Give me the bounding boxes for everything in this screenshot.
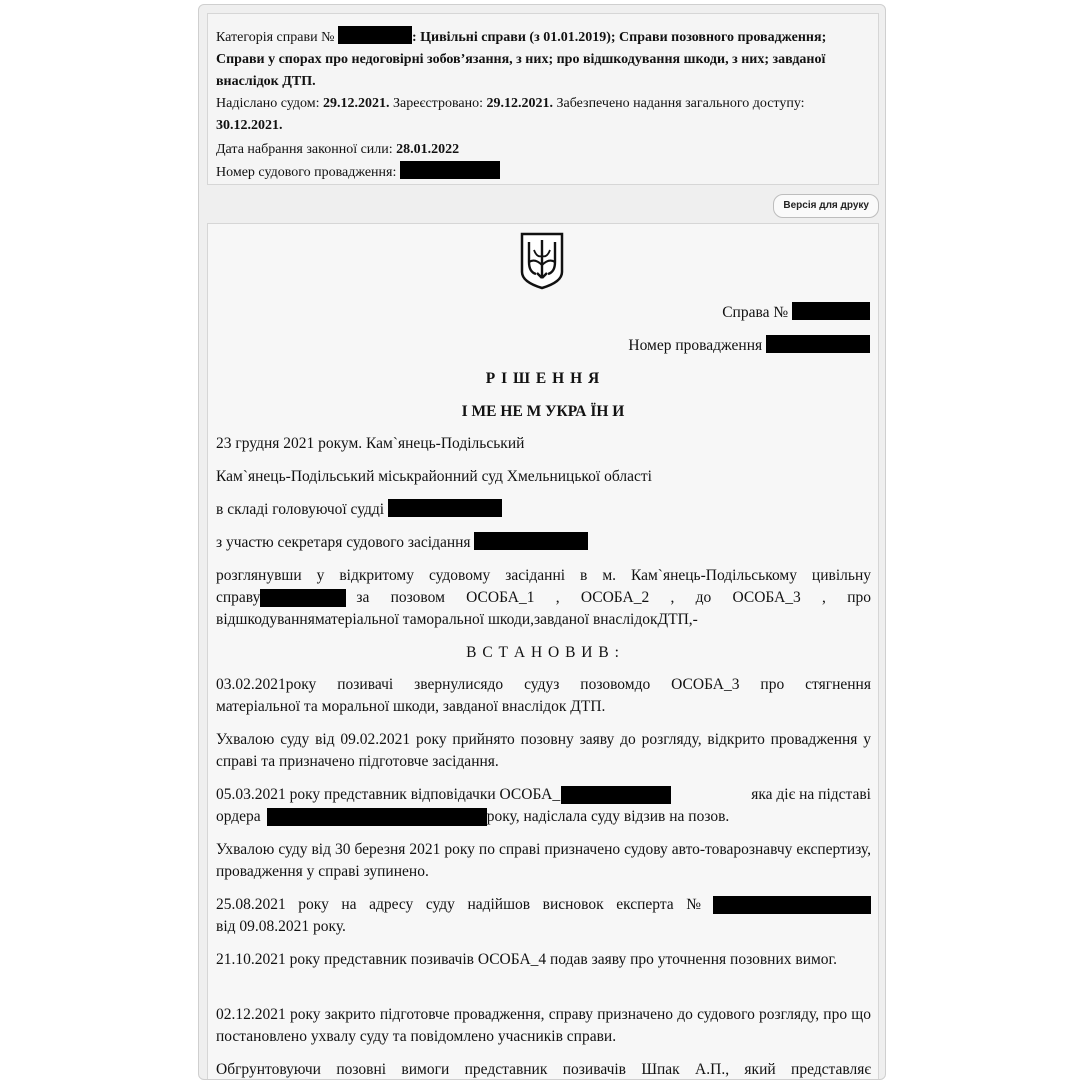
judge-label: в складі головуючої судді <box>216 501 385 518</box>
secretary-line <box>216 532 871 554</box>
decision-document <box>207 223 879 1080</box>
paragraph-5-line-2: від 09.08.2021 року. <box>216 918 346 935</box>
redacted-secretary-name <box>474 532 588 550</box>
judge-line <box>216 499 871 521</box>
access-label: Забезпечено надання загального доступу: <box>556 96 805 111</box>
redacted-case-number <box>792 302 870 320</box>
considered-line-1: розглянувши у відкритому судовому засіданні в м. Кам`янець-Подільському цивільну <box>216 567 871 584</box>
redacted-judge-name <box>388 499 502 517</box>
paragraph-8: Обгрунтовуючи позовні вимоги представник позивачів Шпак А.П., який представляє <box>216 1061 871 1078</box>
category-line <box>216 26 868 93</box>
redacted-order-number <box>267 808 487 826</box>
paragraph-3-line-1 <box>216 784 871 806</box>
secretary-label: з участю секретаря судового засідання <box>216 534 471 551</box>
case-number-line <box>722 302 870 324</box>
category-label: Категорія справи № <box>216 30 335 45</box>
sent-date: 29.12.2021. <box>323 96 390 111</box>
dates-line <box>216 93 868 137</box>
considered-case-label: справу <box>216 589 261 606</box>
registered-date: 29.12.2021. <box>486 96 553 111</box>
paragraph-5-line-1 <box>216 894 871 916</box>
p3-text-c: року, надіслала суду відзив на позов. <box>486 808 730 825</box>
redacted-proceeding-number <box>766 335 870 353</box>
considered-parties: за позовом ОСОБА_1 , ОСОБА_2 , до ОСОБА_3 , про <box>356 589 871 606</box>
force-date: 28.01.2022 <box>396 142 460 157</box>
paragraph-4: Ухвалою суду від 30 березня 2021 року по справі призначено судову авто-товарознавчу експертизу, провадження у справі зупинено. <box>216 841 871 880</box>
p3-order-label: ордера <box>216 808 261 825</box>
proceeding-label: Номер провадження <box>628 337 763 354</box>
document-viewer-frame <box>198 4 886 1080</box>
paragraph-3-line-2 <box>216 806 871 828</box>
force-line <box>216 139 868 161</box>
trident-emblem-icon <box>520 232 564 290</box>
paragraph-1-line-2: матеріальної та моральної шкоди, завданої внаслідок ДТП. <box>216 698 606 715</box>
force-label: Дата набрання законної сили: <box>216 142 393 157</box>
proceeding-number-line <box>628 335 870 357</box>
paragraph-7: 02.12.2021 року закрито підготовче провадження, справу призначено до судового розгляду, про що постановлено ухвалу суду та повідомлено учасників справи. <box>216 1006 871 1045</box>
decision-title: Р І Ш Е Н Н Я <box>485 370 601 387</box>
paragraph-6: 21.10.2021 року представник позивачів ОСОБА_4 подав заяву про уточнення позовних вимог. <box>216 951 838 968</box>
paragraph-1-line-1: 03.02.2021року позивачі звернулисядо судуз позовомдо ОСОБА_3 про стягнення <box>216 676 871 693</box>
case-info-panel <box>207 13 879 185</box>
p3-text-a: 05.03.2021 року представник відповідачки ОСОБА_ <box>216 786 561 803</box>
category-value: : Цивільні справи (з 01.01.2019); Справи позовного провадження; Справи у спорах про недоговірні зобов’язання, з них; про відшкодування шкоди, з них; завданої внаслідок ДТП. <box>216 30 827 89</box>
decision-subtitle: І МЕ НЕ М УКРА ЇН И <box>461 403 625 420</box>
p5-text: 25.08.2021 року на адресу суду надійшов висновок експерта № <box>216 896 701 913</box>
date-place: 23 грудня 2021 рокум. Кам`янець-Подільський <box>216 435 525 452</box>
court-name: Кам`янець-Подільський міськрайонний суд Хмельницької області <box>216 468 652 485</box>
redacted-case-number <box>260 589 346 607</box>
case-label: Справа № <box>722 304 789 321</box>
considered-line-2 <box>216 587 871 609</box>
considered-line-3: відшкодуванняматеріальної таморальної шкоди,завданої внаслідокДТП,- <box>216 611 698 628</box>
p3-text-b: яка діє на підставі <box>751 786 871 803</box>
sent-label: Надіслано судом: <box>216 96 320 111</box>
access-date: 30.12.2021. <box>216 118 283 133</box>
toolbar <box>199 189 885 223</box>
redacted-person <box>561 786 671 804</box>
established-heading: В С Т А Н О В И В : <box>466 644 620 661</box>
print-version-button[interactable]: Версія для друку <box>773 194 879 218</box>
proceeding-label: Номер судового провадження: <box>216 165 397 180</box>
redacted-expert-number <box>713 896 871 914</box>
redacted-proceeding-number <box>400 161 500 179</box>
registered-label: Зареєстровано: <box>393 96 483 111</box>
proceeding-line <box>216 161 868 184</box>
redacted-case-number <box>338 26 412 44</box>
paragraph-2: Ухвалою суду від 09.02.2021 року прийнято позовну заяву до розгляду, відкрито провадження у справі та призначено підготовче засідання. <box>216 731 871 770</box>
